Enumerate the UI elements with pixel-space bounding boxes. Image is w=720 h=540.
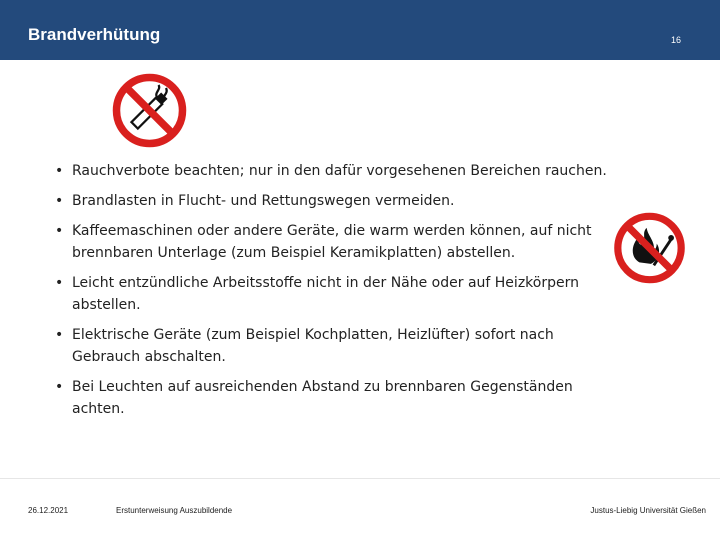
bullet-item bbox=[52, 160, 612, 182]
bullet-dot: • bbox=[55, 327, 64, 343]
bullet-text: Rauchverbote beachten; nur in den dafür vorgesehenen Bereichen rauchen. bbox=[72, 163, 607, 179]
footer-institution: Justus-Liebig Universität Gießen bbox=[590, 506, 706, 515]
bullet-item bbox=[52, 220, 612, 264]
bullet-item bbox=[52, 376, 612, 420]
bullet-text: Leicht entzündliche Arbeitsstoffe nicht in der Nähe oder auf Heizkörpern abstellen. bbox=[72, 275, 579, 313]
bullet-text: Elektrische Geräte (zum Beispiel Kochplatten, Heizlüfter) sofort nach Gebrauch abschalten. bbox=[72, 327, 554, 365]
bullet-item bbox=[52, 272, 612, 316]
bullet-text: Brandlasten in Flucht- und Rettungswegen vermeiden. bbox=[72, 193, 455, 209]
bullet-text: Bei Leuchten auf ausreichenden Abstand zu brennbaren Gegenständen achten. bbox=[72, 379, 573, 417]
bullet-item bbox=[52, 190, 612, 212]
bullet-dot: • bbox=[55, 193, 64, 209]
footer-date: 26.12.2021 bbox=[28, 506, 69, 515]
bullet-dot: • bbox=[55, 379, 64, 395]
no-smoking-sign-icon bbox=[112, 73, 187, 148]
footer-divider bbox=[0, 478, 720, 479]
bullet-dot: • bbox=[55, 223, 64, 239]
bullet-dot: • bbox=[55, 275, 64, 291]
no-open-flame-sign-icon bbox=[612, 212, 687, 284]
bullet-text: Kaffeemaschinen oder andere Geräte, die warm werden können, auf nicht brennbaren Unterlage (zum Beispiel Keramikplatten) abstellen. bbox=[72, 223, 592, 261]
slide-title: Brandverhütung bbox=[28, 25, 161, 44]
footer-center-text: Erstunterweisung Auszubildende bbox=[116, 506, 233, 515]
bullet-item bbox=[52, 324, 612, 368]
slide-header bbox=[0, 0, 720, 60]
bullet-dot: • bbox=[55, 163, 64, 179]
page-number: 16 bbox=[671, 35, 682, 45]
bullet-list bbox=[52, 160, 612, 428]
